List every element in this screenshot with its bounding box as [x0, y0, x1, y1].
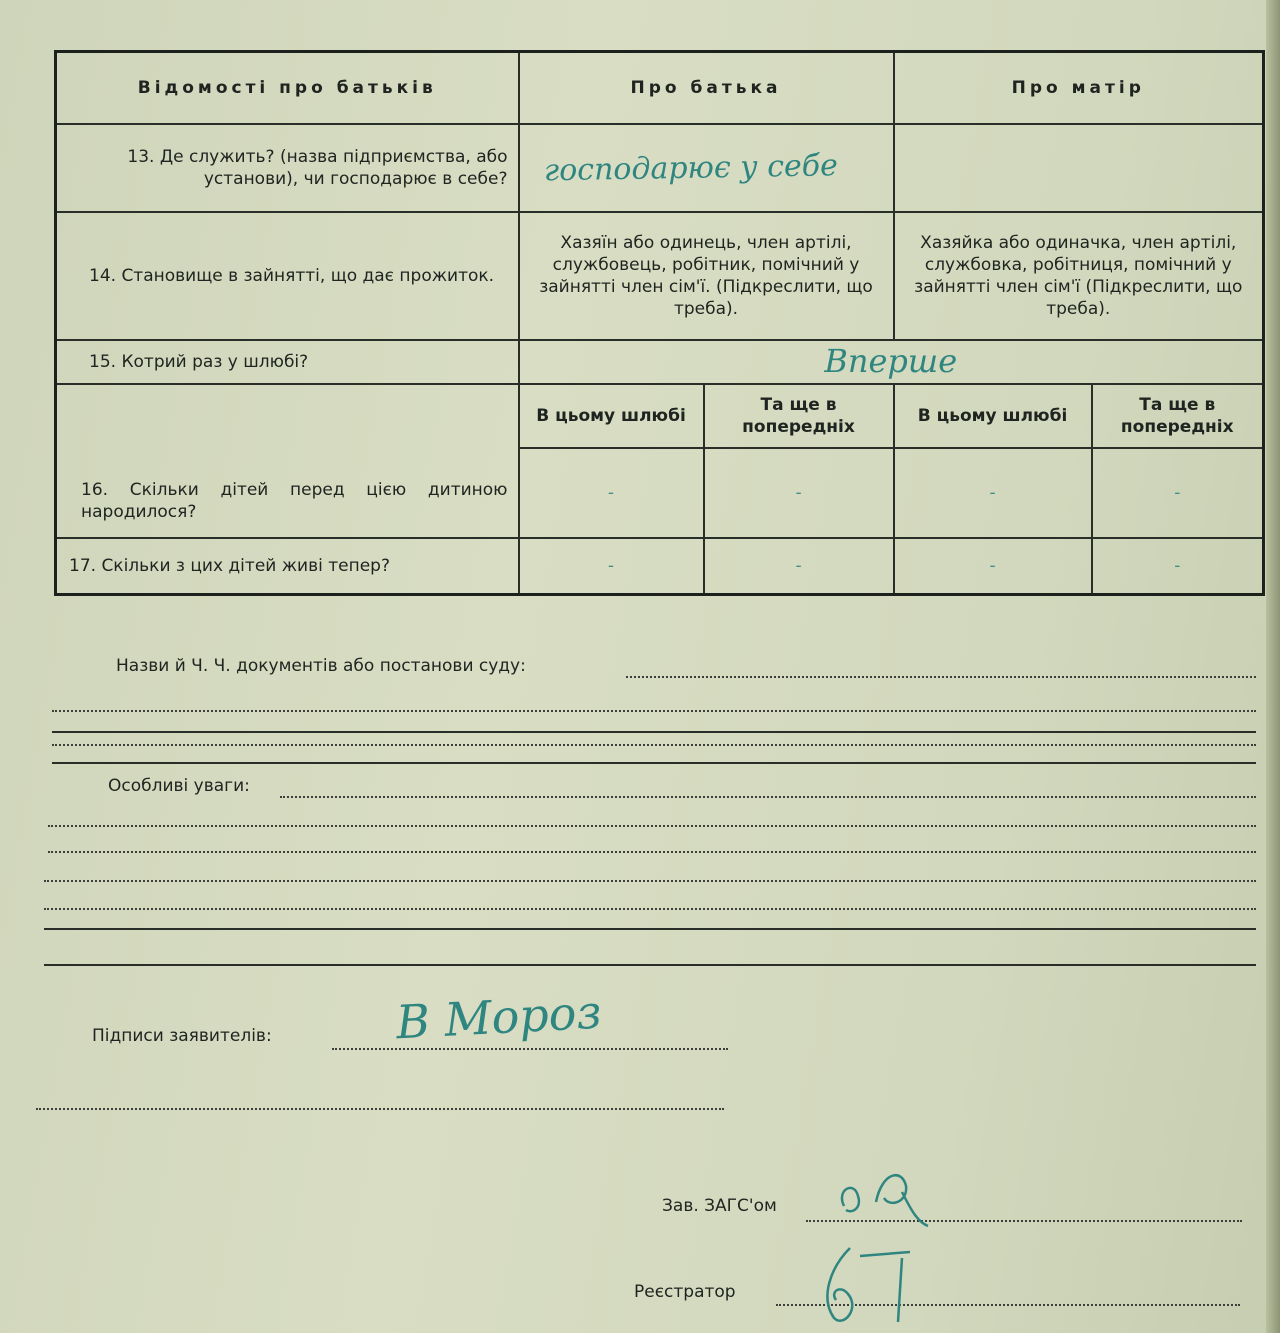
remarks-line-2 [48, 825, 1256, 827]
documents-line-1 [626, 676, 1256, 678]
q17-father-this-marriage-value: - [519, 538, 704, 594]
question-16-label: 16. Скільки дітей перед цією дитиною народилося? [56, 384, 519, 538]
section-divider-2 [44, 928, 1256, 930]
head-registry-signature [832, 1162, 942, 1232]
question-13-label: 13. Де служить? (назва підприємства, або установи), чи господарює в себе? [56, 124, 519, 212]
registrar-label: Реєстратор [634, 1282, 736, 1302]
signatures-label: Підписи заявителів: [92, 1026, 272, 1046]
q16-col-previous-mother: Та ще в попередніх [1092, 384, 1264, 448]
remarks-line-4 [44, 880, 1256, 882]
q16-col-this-marriage-father: В цьому шлюбі [519, 384, 704, 448]
documents-divider [52, 731, 1256, 733]
documents-line-2 [52, 710, 1256, 712]
question-15-label: 15. Котрий раз у шлюбі? [56, 340, 519, 384]
q16-mother-this-marriage-value: - [894, 448, 1092, 538]
header-parents-info: Відомості про батьків [56, 52, 519, 125]
question-13-father-answer: господарює у себе [543, 147, 838, 188]
question-14-mother-options: Хазяйка або одиначка, член артілі, службовка, робітниця, помічний у зайнятті член сім'ї (Підкреслити, що треба). [894, 212, 1264, 340]
question-14-label: 14. Становище в зайнятті, що дає прожиток. [56, 212, 519, 340]
page-binding-edge [1266, 0, 1280, 1333]
question-13-mother-cell [894, 124, 1264, 212]
question-13-father-cell [519, 124, 894, 212]
remarks-label: Особливі уваги: [108, 776, 250, 796]
parents-info-table [54, 50, 1265, 596]
documents-line-3 [52, 744, 1256, 746]
section-divider-1 [52, 762, 1256, 764]
q16-col-previous-father: Та ще в попередніх [704, 384, 894, 448]
q16-mother-previous-value: - [1092, 448, 1264, 538]
question-14-father-options: Хазяїн або одинець, член артілі, службовець, робітник, помічний у зайнятті член сім'ї. (Підкреслити, що треба). [519, 212, 894, 340]
header-about-mother: Про матір [894, 52, 1264, 125]
section-divider-3 [44, 964, 1256, 966]
head-registry-label: Зав. ЗАГС'ом [662, 1196, 777, 1216]
q17-mother-this-marriage-value: - [894, 538, 1092, 594]
question-15-answer-cell [519, 340, 1264, 384]
documents-label: Назви й Ч. Ч. документів або постанови суду: [116, 656, 526, 676]
registrar-signature [790, 1238, 910, 1328]
q17-father-previous-value: - [704, 538, 894, 594]
header-about-father: Про батька [519, 52, 894, 125]
q16-col-this-marriage-mother: В цьому шлюбі [894, 384, 1092, 448]
q16-father-this-marriage-value: - [519, 448, 704, 538]
question-15-answer: Вперше [824, 342, 958, 381]
remarks-line-1 [280, 796, 1256, 798]
question-17-label: 17. Скільки з цих дітей живі тепер? [56, 538, 519, 594]
signature-line-1 [332, 1048, 728, 1050]
q17-mother-previous-value: - [1092, 538, 1264, 594]
remarks-line-3 [48, 851, 1256, 853]
remarks-line-5 [44, 908, 1256, 910]
signature-line-2 [36, 1108, 724, 1110]
signature-applicant: В Мороз [394, 984, 603, 1050]
q16-father-previous-value: - [704, 448, 894, 538]
